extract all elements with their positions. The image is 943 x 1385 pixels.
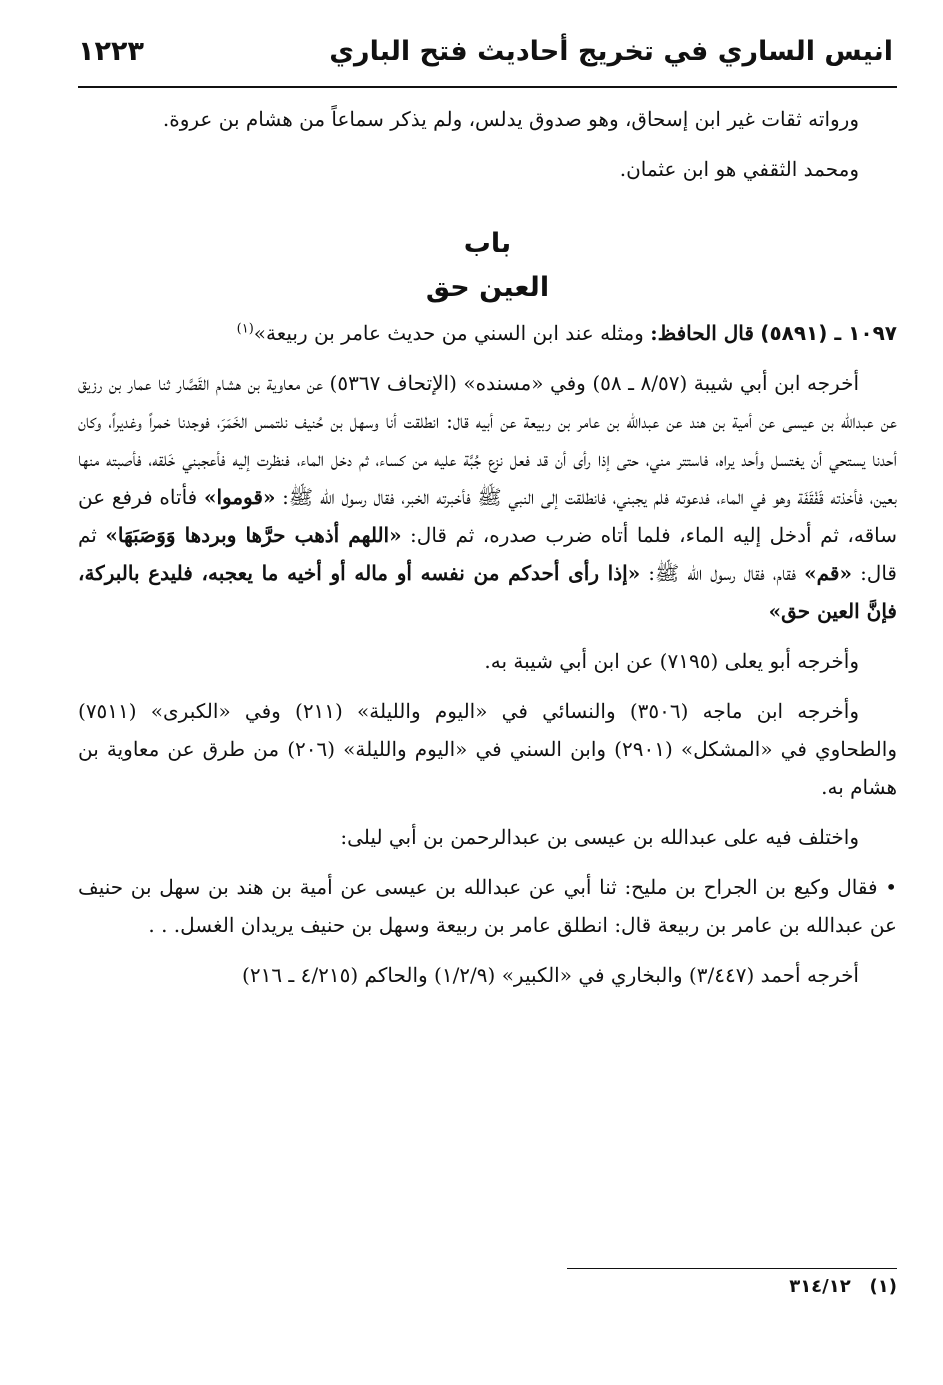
paragraph-takhrij-main (78, 364, 897, 630)
paragraph-thaqafi: ومحمد الثقفي هو ابن عثمان. (619, 157, 859, 181)
bullet-icon: • (885, 875, 898, 899)
footnote-rule (567, 1268, 897, 1269)
paragraph-abu-yala: وأخرجه أبو يعلى (٧١٩٥) عن ابن أبي شيبة به. (484, 649, 859, 673)
footnote-text: ٣١٤/١٢ (789, 1276, 851, 1297)
waki-text: فقال وكيع بن الجراح بن مليح: ثنا أبي عن عبدالله بن عيسى عن أمية بن هند بن سهل بن حنيف عن عبدالله بن عامر بن ربيعة قال: انطلق عامر بن ربيعة وسهل بن حنيف يريدان الغسل. . . (78, 875, 897, 937)
paragraph-narrators: ورواته ثقات غير ابن إسحاق، وهو صدوق يدلس، ولم يذكر سماعاً من هشام بن عروة. (162, 107, 859, 131)
main-text-2: فأتاه فرفع عن ساقه، ثم أدخل إليه الماء، فلما أتاه ضرب صدره، ثم قال: (78, 485, 898, 547)
page-header (78, 36, 893, 76)
section-heading-bab: باب (463, 228, 512, 259)
running-title: انيس الساري في تخريج أحاديث فتح الباري (329, 36, 893, 67)
paragraph-ikhtilaf: واختلف فيه على عبدالله بن عيسى بن عبدالرحمن بن أبي ليلى: (340, 825, 859, 849)
main-text-1: أخرجه ابن أبي شيبة (٨/٥٧ ـ ٥٨) وفي «مسنده» (الإتحاف ٥٣٦٧) عن معاوية بن هشام القَصَّار ثنا عمار بن رزيق عن عبدالله بن عيسى عن أمية بن هند عن عبدالله بن عامر بن ربيعة عن أبيه قال: انطلقت أنا وسهل بن حُنيف نلتمس الخَمَرَ، فوجدنا خمراً وغديراً، وكان أحدنا يستحي أن يغتسل وأحد يراه، فاستتر مني، حتى إذا رأى أن قد فعل نزع جُبَّة عليه من كساء، ثم دخل الماء، فنظرت إليه فأعجبني خَلقه، فأصبته منها بعين، فأخذته قَفْقَفَة وهو في الماء، فدعوته فلم يجبني، فانطلقت إلى النبي ﷺ فأخبرته الخبر، فقال رسول الله ﷺ: (78, 371, 897, 509)
page-body (78, 100, 897, 1006)
hafiz-label: قال الحافظ: (650, 321, 754, 345)
page-number: ١٢٢٣ (78, 36, 144, 67)
paragraph-ahmad: أخرجه أحمد (٣/٤٤٧) والبخاري في «الكبير» (١/٢/٩) والحاكم (٤/٢١٥ ـ ٢١٦) (242, 963, 859, 987)
quote-dua: «اللهم أذهب حرَّها وبردها وَوَصَبَهَا» (105, 523, 402, 547)
main-text-3: ثم قال: (78, 523, 897, 585)
quote-hadith: «إذا رأى أحدكم من نفسه أو ماله أو أخيه ما يعجبه، فليدع بالبركة، فإنَّ العين حق» (78, 561, 897, 623)
entry-text: ومثله عند ابن السني من حديث عامر بن ربيعة» (253, 321, 644, 345)
header-rule (78, 86, 897, 88)
section-heading-title: العين حق (425, 272, 550, 303)
main-text-4: فقام، فقال رسول الله ﷺ: (640, 561, 805, 585)
entry-number: ١٠٩٧ ـ (٥٨٩١) (760, 321, 897, 345)
quote-qum: «قم» (804, 561, 852, 585)
footnote-reference: (١) (236, 321, 254, 337)
hadith-entry (78, 314, 897, 352)
footnote-marker: (١) (869, 1276, 897, 1297)
quote-qumu: «قوموا» (203, 485, 276, 509)
footnote (789, 1276, 897, 1297)
paragraph-ibn-majah: وأخرجه ابن ماجه (٣٥٠٦) والنسائي في «اليوم والليلة» (٢١١) وفي «الكبرى» (٧٥١١) والطحاوي في «المشكل» (٢٩٠١) وابن السني في «اليوم والليلة» (٢٠٦) من طرق عن معاوية بن هشام به. (78, 699, 897, 799)
paragraph-waki (78, 868, 897, 944)
